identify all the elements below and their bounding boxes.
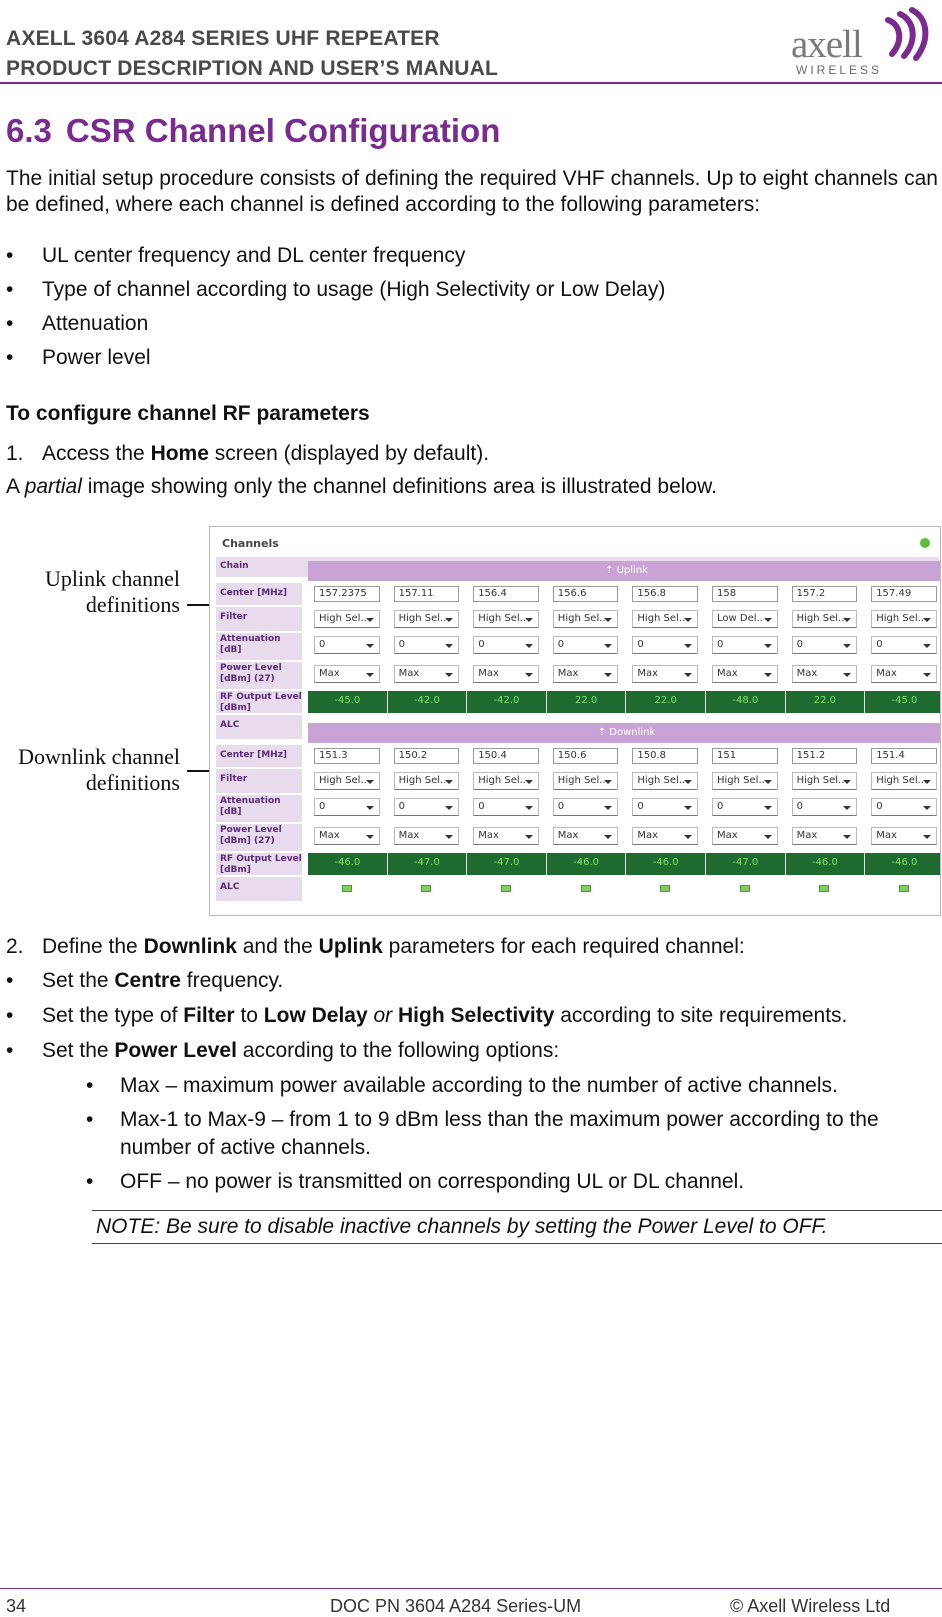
procedure-heading: To configure channel RF parameters <box>6 402 370 425</box>
bullet: • <box>6 346 14 369</box>
axell-logo <box>786 6 936 78</box>
doc-header <box>6 24 498 84</box>
uplink-power-select[interactable]: Max <box>314 665 380 683</box>
logo-word: axell <box>791 23 862 66</box>
section-title <box>6 112 500 150</box>
uplink-power-label <box>216 662 302 689</box>
channels-title: Channels <box>222 537 279 550</box>
downlink-rf-output-value: -47.0 <box>388 853 468 875</box>
uplink-filter-select[interactable]: Low Del.. <box>712 610 778 628</box>
uplink-filter-select[interactable]: High Sel.. <box>871 610 937 628</box>
step-1: 1. Access the Home screen (displayed by default). <box>6 442 490 465</box>
downlink-attenuation-select[interactable]: 0 <box>871 798 937 816</box>
uplink-filter-select[interactable]: High Sel.. <box>553 610 619 628</box>
uplink-rf-output-value: -45.0 <box>865 691 941 713</box>
downlink-filter-select[interactable]: High Sel.. <box>473 772 539 790</box>
uplink-callout: Uplink channel definitions <box>44 566 180 617</box>
downlink-attenuation-select[interactable]: 0 <box>394 798 460 816</box>
downlink-alc-indicator-icon <box>342 885 352 892</box>
row-label-unit: [dB] <box>220 645 242 655</box>
downlink-alc-indicator-icon <box>501 885 511 892</box>
uplink-rf-output-value: -42.0 <box>467 691 547 713</box>
row-label-unit: [dBm] (27) <box>220 674 275 684</box>
bullet: • <box>6 244 14 267</box>
header-line-1: AXELL 3604 A284 SERIES UHF REPEATER <box>6 27 440 50</box>
uplink-attenuation-select[interactable]: 0 <box>712 636 778 654</box>
bullet: • <box>86 1074 94 1097</box>
downlink-power-select[interactable]: Max <box>871 827 937 845</box>
uplink-rf-output-value: -45.0 <box>308 691 388 713</box>
uplink-filter-select[interactable]: High Sel.. <box>632 610 698 628</box>
bullet: • <box>6 1039 14 1062</box>
uplink-attenuation-select[interactable]: 0 <box>394 636 460 654</box>
downlink-alc-label <box>216 877 302 901</box>
uplink-power-select[interactable]: Max <box>871 665 937 683</box>
downlink-alc-indicator-icon <box>581 885 591 892</box>
intro-paragraph: The initial setup procedure consists of defining the required VHF channels. Up to eight channels can be defined, where each channel is defined according to the following parameters: <box>6 167 938 216</box>
downlink-rf-output-value: -46.0 <box>547 853 627 875</box>
downlink-center-input[interactable]: 151.2 <box>792 748 858 764</box>
footer-divider <box>0 1588 942 1589</box>
uplink-attenuation-label <box>216 633 302 660</box>
uplink-rf-output-value: -48.0 <box>706 691 786 713</box>
downlink-alc-indicator-icon <box>899 885 909 892</box>
uplink-power-row <box>216 662 939 689</box>
uplink-rf-output-value: 22.0 <box>547 691 627 713</box>
chain-header-row: Chain <box>216 557 939 577</box>
row-label-text: Power Level <box>220 663 282 673</box>
downlink-rf-output-value: -47.0 <box>467 853 547 875</box>
uplink-rf-output-value: 22.0 <box>626 691 706 713</box>
page-number: 34 <box>6 1596 27 1616</box>
uplink-filter-select[interactable]: High Sel.. <box>792 610 858 628</box>
row-label-unit: [dB] <box>220 807 242 817</box>
uplink-center-input[interactable]: 157.49 <box>871 586 937 602</box>
downlink-power-select[interactable]: Max <box>792 827 858 845</box>
uplink-rf-output-value: -42.0 <box>388 691 468 713</box>
bullet: • <box>86 1108 94 1131</box>
row-label-unit: [dBm] <box>220 865 251 875</box>
header-divider <box>0 82 942 84</box>
downlink-filter-row <box>216 769 939 793</box>
downlink-center-input[interactable]: 150.8 <box>632 748 698 764</box>
downlink-power-select[interactable]: Max <box>712 827 778 845</box>
bullet: • <box>6 312 14 335</box>
downlink-power-select[interactable]: Max <box>553 827 619 845</box>
downlink-attenuation-select[interactable]: 0 <box>314 798 380 816</box>
downlink-callout-line <box>187 770 211 772</box>
uplink-power-select[interactable]: Max <box>553 665 619 683</box>
downlink-filter-select[interactable]: High Sel.. <box>553 772 619 790</box>
row-label-text: ALC <box>220 720 240 730</box>
bullet: • <box>6 278 14 301</box>
downlink-filter-select[interactable]: High Sel.. <box>792 772 858 790</box>
uplink-alc-label <box>216 715 302 739</box>
bullet: • <box>86 1170 94 1193</box>
downlink-alc-row <box>216 877 939 901</box>
uplink-power-select[interactable]: Max <box>712 665 778 683</box>
uplink-band: ⇡ Uplink <box>308 561 941 581</box>
uplink-filter-select[interactable]: High Sel.. <box>473 610 539 628</box>
downlink-alc-indicator-icon <box>740 885 750 892</box>
downlink-center-label <box>216 745 302 767</box>
downlink-rf-label <box>216 853 302 875</box>
bullet: • <box>6 969 14 992</box>
downlink-attenuation-select[interactable]: 0 <box>632 798 698 816</box>
channels-panel <box>209 526 941 916</box>
bullet: • <box>6 1004 14 1027</box>
section-title-text: CSR Channel Configuration <box>65 112 501 149</box>
uplink-power-select[interactable]: Max <box>394 665 460 683</box>
uplink-filter-label <box>216 607 302 631</box>
downlink-center-input[interactable]: 150.4 <box>473 748 539 764</box>
downlink-band: ⇡ Downlink <box>308 723 941 743</box>
uplink-filter-select[interactable]: High Sel.. <box>314 610 380 628</box>
uplink-attenuation-select[interactable]: 0 <box>314 636 380 654</box>
downlink-rf-output-value: -47.0 <box>706 853 786 875</box>
uplink-power-select[interactable]: Max <box>473 665 539 683</box>
uplink-center-input[interactable]: 156.6 <box>553 586 619 602</box>
downlink-filter-select[interactable]: High Sel.. <box>314 772 380 790</box>
downlink-callout: Downlink channel definitions <box>18 744 180 795</box>
row-label-text: ALC <box>220 882 240 892</box>
uplink-center-input[interactable]: 156.4 <box>473 586 539 602</box>
downlink-filter-label <box>216 769 302 793</box>
uplink-power-select[interactable]: Max <box>792 665 858 683</box>
downlink-alc-indicator-icon <box>660 885 670 892</box>
downlink-power-select[interactable]: Max <box>314 827 380 845</box>
row-label-text: Attenuation <box>220 634 281 644</box>
downlink-center-input[interactable]: 151 <box>712 748 778 764</box>
row-label-text: RF Output Level <box>220 692 302 702</box>
logo-swoosh-icon <box>878 6 934 62</box>
downlink-filter-select[interactable]: High Sel.. <box>632 772 698 790</box>
uplink-rf-output-value: 22.0 <box>786 691 866 713</box>
downlink-power-row <box>216 824 939 851</box>
row-label-text: Center [MHz] <box>220 750 288 760</box>
uplink-center-input[interactable]: 158 <box>712 586 778 602</box>
uplink-rf-row <box>216 691 939 713</box>
row-label-unit: [dBm] (27) <box>220 836 275 846</box>
downlink-center-input[interactable]: 150.6 <box>553 748 619 764</box>
downlink-rf-output-value: -46.0 <box>786 853 866 875</box>
downlink-power-select[interactable]: Max <box>473 827 539 845</box>
uplink-attenuation-select[interactable]: 0 <box>473 636 539 654</box>
row-label-text: Center [MHz] <box>220 588 288 598</box>
downlink-attenuation-row <box>216 795 939 822</box>
downlink-attenuation-select[interactable]: 0 <box>792 798 858 816</box>
uplink-center-input[interactable]: 157.2375 <box>314 586 380 602</box>
partial-image-note: A partial image showing only the channel definitions area is illustrated below. <box>6 475 717 498</box>
step-2: 2. Define the Downlink and the Uplink parameters for each required channel: <box>6 935 745 958</box>
uplink-rf-label <box>216 691 302 713</box>
uplink-callout-line <box>187 604 211 606</box>
downlink-filter-select[interactable]: High Sel.. <box>394 772 460 790</box>
uplink-center-input[interactable]: 156.8 <box>632 586 698 602</box>
row-label-text: Attenuation <box>220 796 281 806</box>
downlink-rf-output-value: -46.0 <box>308 853 388 875</box>
uplink-filter-row <box>216 607 939 631</box>
uplink-center-label <box>216 583 302 605</box>
row-label-text: Power Level <box>220 825 282 835</box>
header-line-2: PRODUCT DESCRIPTION AND USER’S MANUAL <box>6 57 498 80</box>
downlink-center-row <box>216 745 939 767</box>
downlink-attenuation-select[interactable]: 0 <box>712 798 778 816</box>
downlink-filter-select[interactable]: High Sel.. <box>712 772 778 790</box>
row-label-text: Filter <box>220 774 248 784</box>
note-box: NOTE: Be sure to disable inactive channels by setting the Power Level to OFF. <box>92 1210 942 1244</box>
logo-sub: WIRELESS <box>796 63 883 77</box>
downlink-rf-output-value: -46.0 <box>865 853 941 875</box>
downlink-center-input[interactable]: 151.3 <box>314 748 380 764</box>
uplink-attenuation-row <box>216 633 939 660</box>
uplink-attenuation-select[interactable]: 0 <box>632 636 698 654</box>
downlink-rf-row <box>216 853 939 875</box>
downlink-center-input[interactable]: 151.4 <box>871 748 937 764</box>
uplink-center-row <box>216 583 939 605</box>
uplink-filter-select[interactable]: High Sel.. <box>394 610 460 628</box>
uplink-center-input[interactable]: 157.11 <box>394 586 460 602</box>
downlink-power-select[interactable]: Max <box>394 827 460 845</box>
row-label-unit: [dBm] <box>220 703 251 713</box>
uplink-attenuation-select[interactable]: 0 <box>792 636 858 654</box>
status-led-icon <box>920 538 930 548</box>
downlink-filter-select[interactable]: High Sel.. <box>871 772 937 790</box>
downlink-power-select[interactable]: Max <box>632 827 698 845</box>
downlink-power-label <box>216 824 302 851</box>
downlink-attenuation-select[interactable]: 0 <box>473 798 539 816</box>
downlink-alc-indicator-icon <box>819 885 829 892</box>
row-label-text: RF Output Level <box>220 854 302 864</box>
uplink-power-select[interactable]: Max <box>632 665 698 683</box>
uplink-attenuation-select[interactable]: 0 <box>871 636 937 654</box>
copyright: © Axell Wireless Ltd <box>730 1596 891 1616</box>
row-label-text: Filter <box>220 612 248 622</box>
uplink-center-input[interactable]: 157.2 <box>792 586 858 602</box>
uplink-attenuation-select[interactable]: 0 <box>553 636 619 654</box>
section-number: 6.3 <box>6 112 52 149</box>
downlink-attenuation-label <box>216 795 302 822</box>
downlink-center-input[interactable]: 150.2 <box>394 748 460 764</box>
downlink-attenuation-select[interactable]: 0 <box>553 798 619 816</box>
doc-number: DOC PN 3604 A284 Series-UM <box>330 1596 582 1616</box>
downlink-rf-output-value: -46.0 <box>626 853 706 875</box>
downlink-alc-indicator-icon <box>421 885 431 892</box>
